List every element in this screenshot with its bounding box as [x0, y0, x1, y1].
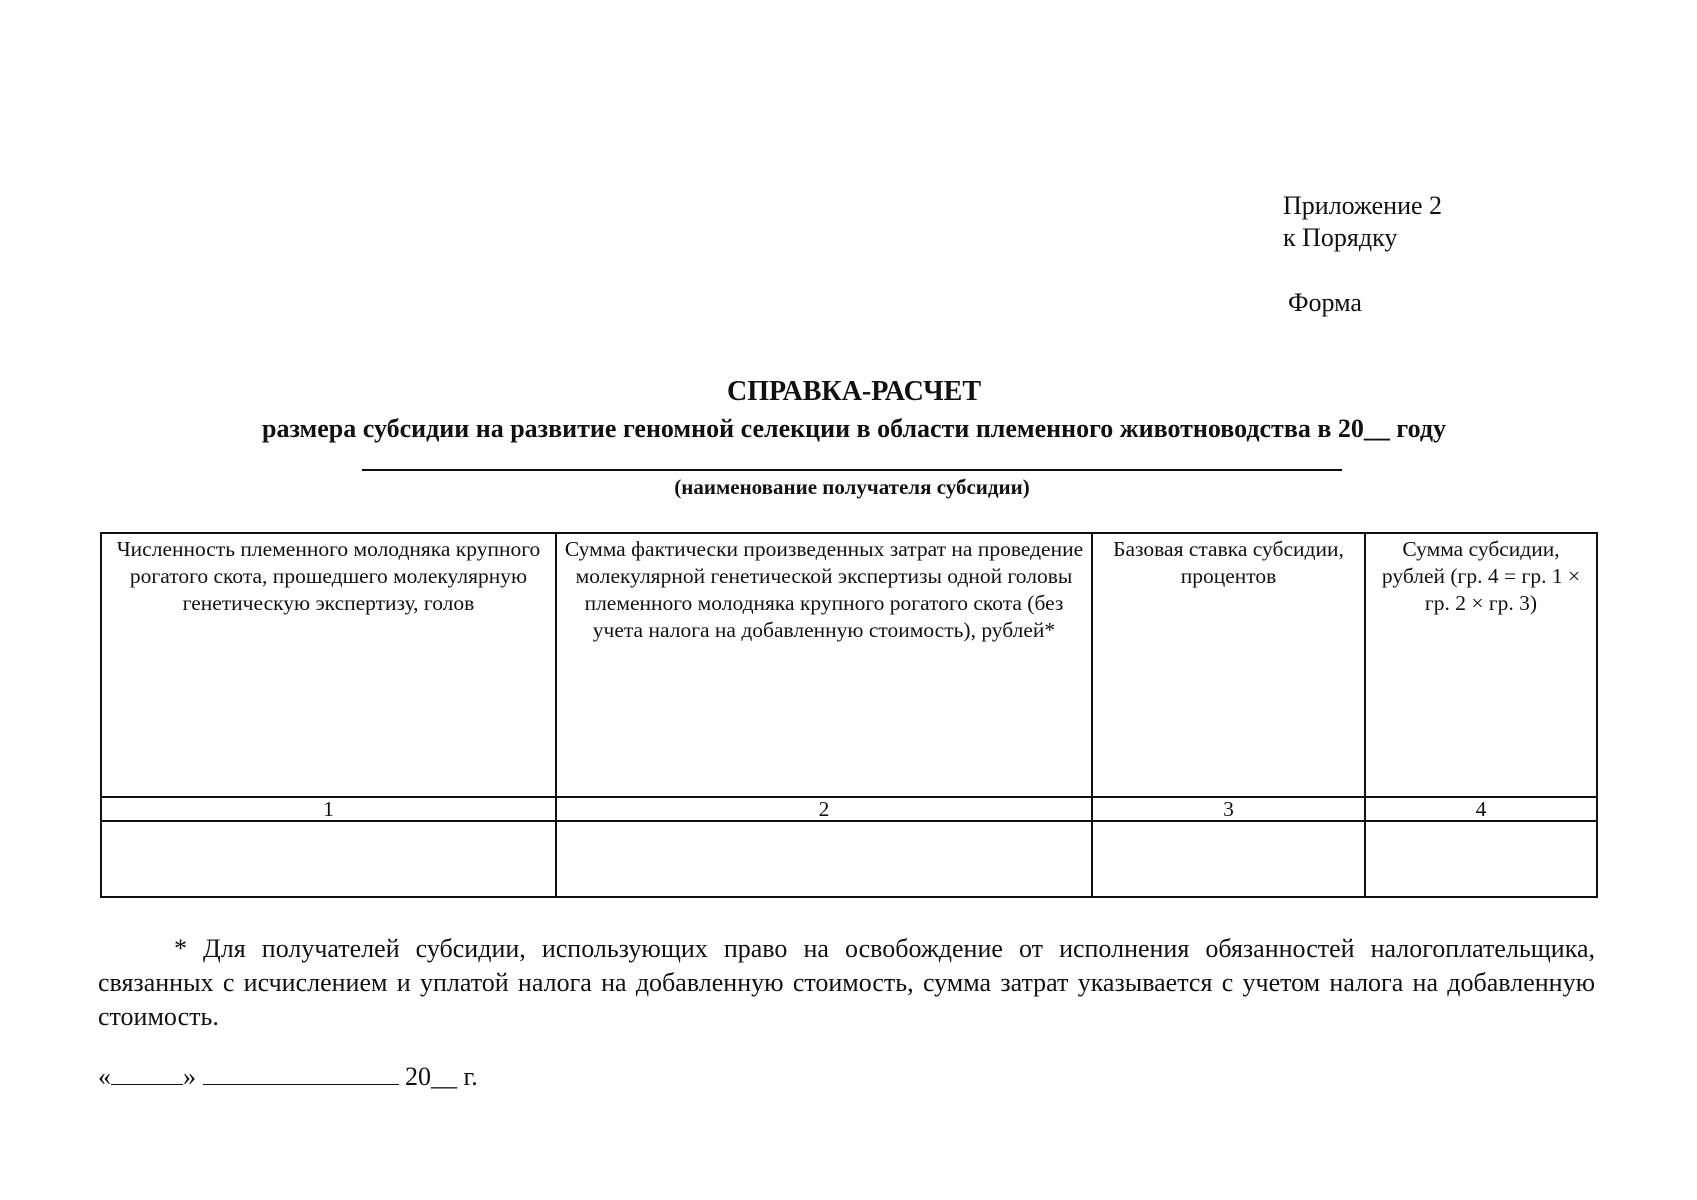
year-text: 20__ г.: [405, 1062, 478, 1091]
column-header-base-rate: Базовая ставка субсидии, процентов: [1092, 533, 1365, 797]
column-number: 1: [101, 797, 556, 821]
value-cell-livestock-count[interactable]: [101, 821, 556, 897]
document-subtitle: размера субсидии на развитие геномной селекции в области племенного животноводства в 20__ году: [262, 414, 1446, 443]
date-close-quote: »: [183, 1062, 196, 1091]
table-value-row: [101, 821, 1597, 897]
footnote: * Для получателей субсидии, использующих право на освобождение от исполнения обязанностей налогоплательщика, связанных с исчислением и уплатой налога на добавленную стоимость, сумма затрат указывается с учетом налога на добавленную стоимость.: [98, 934, 1595, 1031]
recipient-name-line: [362, 469, 1342, 471]
appendix-number: Приложение 2: [1283, 191, 1443, 220]
column-header-subsidy-amount: Сумма субсидии, рублей (гр. 4 = гр. 1 × гр. 2 × гр. 3): [1365, 533, 1597, 797]
date-open-quote: «: [98, 1062, 111, 1091]
appendix-note: [1283, 190, 1442, 254]
day-blank[interactable]: [111, 1062, 183, 1085]
column-number: 4: [1365, 797, 1597, 821]
column-header-actual-costs: Сумма фактически произведенных затрат на проведение молекулярной генетической экспертизы одной головы племенного молодняка крупного рогатого скота (без учета налога на добавленную стоимость), рублей*: [556, 533, 1092, 797]
table-header-row: [101, 533, 1597, 797]
value-cell-subsidy-amount[interactable]: [1365, 821, 1597, 897]
value-cell-actual-costs[interactable]: [556, 821, 1092, 897]
recipient-caption: (наименование получателя субсидии): [674, 475, 1030, 499]
column-number: 3: [1092, 797, 1365, 821]
value-cell-base-rate[interactable]: [1092, 821, 1365, 897]
column-header-livestock-count: Численность племенного молодняка крупного рогатого скота, прошедшего молекулярную генетическую экспертизу, голов: [101, 533, 556, 797]
document-title: СПРАВКА-РАСЧЕТ: [726, 376, 982, 407]
appendix-reference: к Порядку: [1283, 223, 1398, 252]
calculation-table: [100, 532, 1598, 898]
column-number-row: [101, 797, 1597, 821]
column-number: 2: [556, 797, 1092, 821]
date-line: [98, 1062, 478, 1092]
form-label: Форма: [1288, 288, 1362, 317]
month-blank[interactable]: [203, 1062, 399, 1085]
